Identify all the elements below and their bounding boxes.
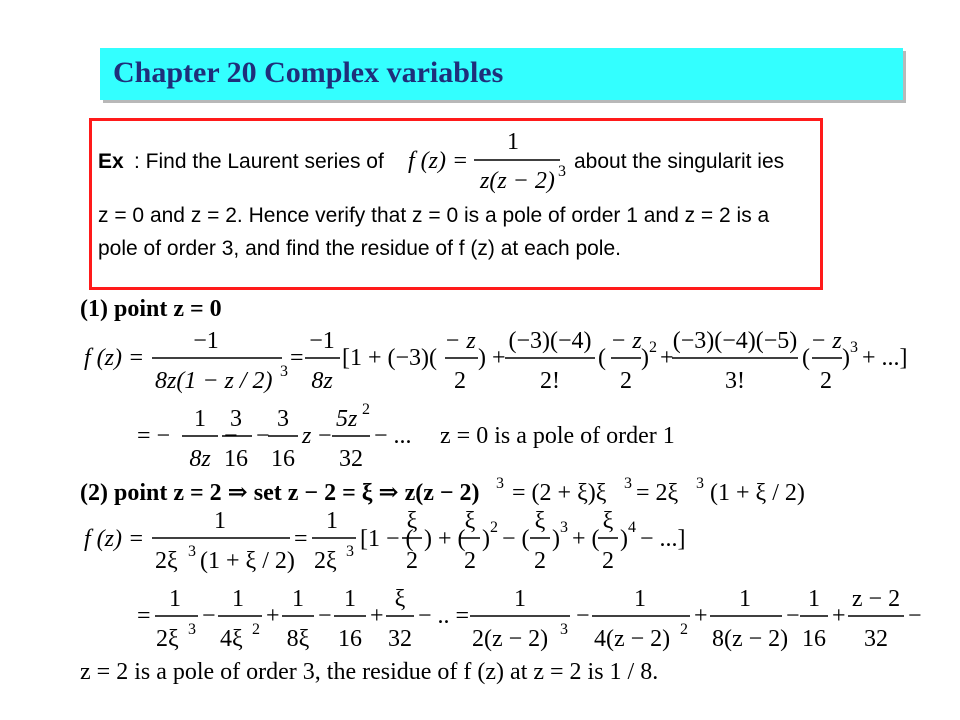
p1-series-e: ( bbox=[802, 345, 810, 371]
p2-s4-num: ξ bbox=[602, 508, 614, 534]
p1-f6-num: (−3)(−4)(−5) bbox=[672, 328, 798, 354]
ex-line3: pole of order 3, and find the residue of f (z) at each pole. bbox=[98, 237, 621, 260]
p2-f2-exp: 3 bbox=[346, 543, 354, 560]
p2-s-e-exp: 3 bbox=[560, 519, 568, 536]
p2-s3-num: ξ bbox=[534, 508, 546, 534]
p2-f2-num: 1 bbox=[326, 508, 338, 534]
p1-f2-den: 8z bbox=[311, 368, 333, 394]
p2-heading-c: = 2ξ bbox=[636, 480, 679, 506]
p1-line2-eq: = − bbox=[137, 423, 171, 449]
p2-r-m2: − bbox=[318, 603, 332, 629]
p2-r1-num: 1 bbox=[169, 586, 181, 612]
p1-exp2: 2 bbox=[649, 339, 657, 356]
p2-r4-den: 16 bbox=[338, 626, 362, 652]
p1-series-f: ) bbox=[842, 345, 850, 371]
p2-h-exp1: 3 bbox=[496, 475, 504, 492]
p2-r3-den: 8ξ bbox=[286, 626, 310, 652]
p1-f6-den: 3! bbox=[725, 368, 745, 394]
p2-s-b: ) + ( bbox=[424, 526, 466, 552]
p2-z3-den: 8(z − 2) bbox=[712, 626, 789, 652]
p2-z-tail: − bbox=[908, 603, 922, 629]
p1-f7-den: 2 bbox=[820, 368, 832, 394]
p1-conclusion: z = 0 is a pole of order 1 bbox=[440, 423, 675, 449]
ex-line1a: : Find the Laurent series of bbox=[134, 150, 384, 173]
p2-s3-den: 2 bbox=[534, 548, 546, 574]
p1-t3-var: z bbox=[302, 423, 312, 449]
p2-z1-den: 2(z − 2) bbox=[472, 626, 549, 652]
p2-r1-exp: 3 bbox=[188, 621, 196, 638]
p2-lhs: f (z) = bbox=[84, 526, 145, 552]
p1-t4-num: 5z bbox=[336, 406, 358, 432]
p2-h-exp3: 3 bbox=[696, 475, 704, 492]
p1-f2-num: −1 bbox=[309, 328, 335, 354]
p2-eq: = bbox=[294, 526, 308, 552]
p1-series-c: ( bbox=[598, 345, 606, 371]
p1-series-d: ) bbox=[641, 345, 649, 371]
example-statement bbox=[98, 129, 784, 260]
p2-s-d: − ( bbox=[502, 526, 530, 552]
p1-t1-den: 8z bbox=[189, 446, 211, 472]
p1-f4-num: (−3)(−4) bbox=[508, 328, 592, 354]
p1-f1-den: 8z(1 − z / 2) bbox=[155, 368, 273, 394]
p2-s1-num: ξ bbox=[406, 508, 418, 534]
slide-title: Chapter 20 Complex variables bbox=[113, 56, 504, 89]
ex-fz: f (z) = bbox=[408, 148, 469, 174]
p2-r5-den: 32 bbox=[388, 626, 412, 652]
p2-z2-exp: 2 bbox=[680, 621, 688, 638]
p2-conclusion: z = 2 is a pole of order 3, the residue of f (z) at z = 2 is 1 / 8. bbox=[80, 659, 659, 685]
p2-s2-den: 2 bbox=[464, 548, 476, 574]
p1-f7-num: − z bbox=[810, 328, 842, 354]
p2-r-eq: = bbox=[137, 603, 151, 629]
p1-f3-num: − z bbox=[444, 328, 476, 354]
p2-s4-den: 2 bbox=[602, 548, 614, 574]
p1-exp3: 3 bbox=[850, 339, 858, 356]
p2-s-h: − ...] bbox=[640, 526, 686, 552]
ex-line2: z = 0 and z = 2. Hence verify that z = 0 is a pole of order 1 and z = 2 is a bbox=[98, 204, 770, 227]
p1-series-b: ) + bbox=[478, 345, 506, 371]
p2-s-c: ) bbox=[482, 526, 490, 552]
p1-f1-num: −1 bbox=[193, 328, 219, 354]
p2-z5-num: z − 2 bbox=[851, 586, 901, 612]
part1-lhs: f (z) = bbox=[84, 345, 145, 371]
p2-f2-den: 2ξ bbox=[314, 548, 337, 574]
p2-z-p2: + bbox=[832, 603, 846, 629]
p2-s-a: [1 − ( bbox=[360, 526, 414, 552]
p2-r-dots: − .. = bbox=[418, 603, 470, 629]
part1-heading: (1) point z = 0 bbox=[80, 296, 222, 322]
p2-heading-b: = (2 + ξ)ξ bbox=[512, 480, 607, 506]
p2-z1-num: 1 bbox=[514, 586, 526, 612]
ex-frac-den: z(z − 2) bbox=[480, 168, 555, 194]
p1-f1-exp: 3 bbox=[280, 363, 288, 380]
p2-z5-den: 32 bbox=[864, 626, 888, 652]
p2-f1-den-a: 2ξ bbox=[155, 548, 178, 574]
p1-plus: + bbox=[660, 345, 674, 371]
p2-r2-exp: 2 bbox=[252, 621, 260, 638]
p2-z4-num: 1 bbox=[808, 586, 820, 612]
p2-z4-den: 16 bbox=[802, 626, 826, 652]
p1-t1-num: 1 bbox=[194, 406, 206, 432]
p1-minus: − bbox=[224, 423, 238, 449]
p2-r3-num: 1 bbox=[292, 586, 304, 612]
p1-minus-b: − bbox=[256, 423, 270, 449]
ex-line1b: about the singularit ies bbox=[574, 150, 785, 173]
p1-f4-den: 2! bbox=[540, 368, 560, 394]
p2-r2-den: 4ξ bbox=[220, 626, 243, 652]
ex-frac-num: 1 bbox=[507, 129, 519, 155]
part2 bbox=[80, 475, 922, 685]
p1-series-g: + ...] bbox=[862, 345, 908, 371]
p2-z2-den: 4(z − 2) bbox=[594, 626, 671, 652]
p2-s2-num: ξ bbox=[464, 508, 476, 534]
p2-r-p1: + bbox=[266, 603, 280, 629]
p2-z2-num: 1 bbox=[634, 586, 646, 612]
p1-f5-den: 2 bbox=[620, 368, 632, 394]
p2-r-m1: − bbox=[202, 603, 216, 629]
part2-heading: (2) point z = 2 ⇒ set z − 2 = ξ ⇒ z(z − 2) bbox=[80, 480, 480, 506]
p2-r-p2: + bbox=[370, 603, 384, 629]
p1-t4-den: 32 bbox=[339, 446, 363, 472]
p1-t3-num: 3 bbox=[277, 406, 289, 432]
p1-series-a: [1 + (−3)( bbox=[342, 345, 438, 371]
p1-f5-num: − z bbox=[610, 328, 642, 354]
p1-minus2: − bbox=[318, 423, 332, 449]
p2-f1-den-exp: 3 bbox=[188, 543, 196, 560]
p2-r1-den: 2ξ bbox=[156, 626, 179, 652]
p2-z1-exp: 3 bbox=[560, 621, 568, 638]
p2-s-c-exp: 2 bbox=[490, 519, 498, 536]
ex-label: Ex bbox=[98, 150, 124, 173]
p1-t2-den: 16 bbox=[224, 446, 248, 472]
p2-f1-num: 1 bbox=[214, 508, 226, 534]
p2-h-exp2: 3 bbox=[624, 475, 632, 492]
p2-z-m1: − bbox=[576, 603, 590, 629]
p2-r4-num: 1 bbox=[344, 586, 356, 612]
p2-s1-den: 2 bbox=[406, 548, 418, 574]
p2-s-g-exp: 4 bbox=[628, 519, 636, 536]
p1-f3-den: 2 bbox=[454, 368, 466, 394]
p2-f1-den-b: (1 + ξ / 2) bbox=[200, 548, 295, 574]
p2-z3-num: 1 bbox=[739, 586, 751, 612]
p1-t2-num: 3 bbox=[230, 406, 242, 432]
p2-z-p1: + bbox=[694, 603, 708, 629]
part1 bbox=[80, 296, 908, 472]
p1-t4-tail: − ... bbox=[374, 423, 412, 449]
ex-frac-den-exp: 3 bbox=[558, 163, 566, 180]
p2-s-f: + ( bbox=[572, 526, 600, 552]
p2-s-g: ) bbox=[620, 526, 628, 552]
p2-r2-num: 1 bbox=[232, 586, 244, 612]
p2-z-m2: − bbox=[786, 603, 800, 629]
p1-t3-den: 16 bbox=[271, 446, 295, 472]
p1-eq: = bbox=[290, 345, 304, 371]
p2-r5-num: ξ bbox=[394, 586, 406, 612]
p2-heading-d: (1 + ξ / 2) bbox=[710, 480, 805, 506]
p2-s-e: ) bbox=[552, 526, 560, 552]
p1-t4-exp: 2 bbox=[362, 401, 370, 418]
